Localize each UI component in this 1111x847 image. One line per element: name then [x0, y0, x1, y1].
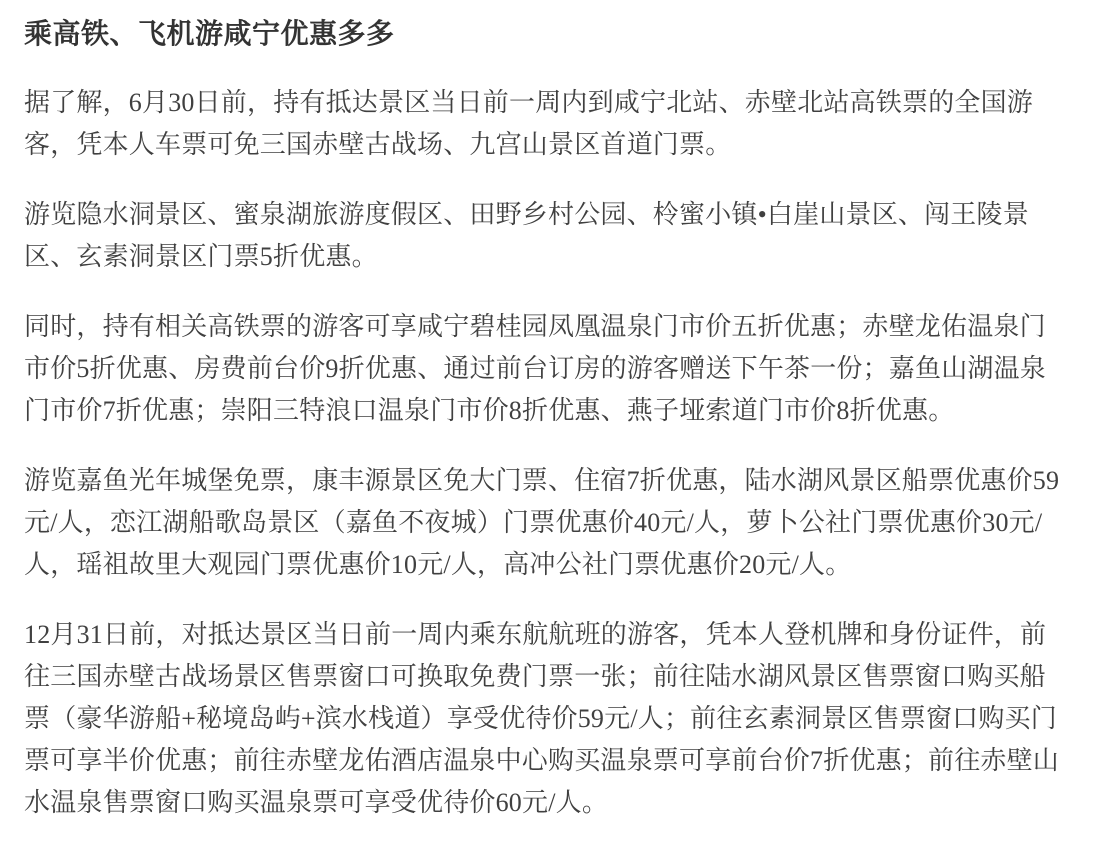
article-paragraph-3: 同时，持有相关高铁票的游客可享咸宁碧桂园凤凰温泉门市价五折优惠；赤壁龙佑温泉门市价5折优惠、房费前台价9折优惠、通过前台订房的游客赠送下午茶一份；嘉鱼山湖温泉门市价7折优惠；崇阳三特浪口温泉门市价8折优惠、燕子垭索道门市价8折优惠。: [24, 312, 1047, 425]
article-paragraph-5: 12月31日前，对抵达景区当日前一周内乘东航航班的游客，凭本人登机牌和身份证件，前往三国赤壁古战场景区售票窗口可换取免费门票一张；前往陆水湖风景区售票窗口购买船票（豪华游船+秘境岛屿+滨水栈道）享受优待价59元/人；前往玄素洞景区售票窗口购买门票可享半价优惠；前往赤壁龙佑酒店温泉中心购买温泉票可享前台价7折优惠；前往赤壁山水温泉售票窗口购买温泉票可享受优待价60元/人。: [24, 620, 1060, 817]
article-paragraph-2: 游览隐水洞景区、蜜泉湖旅游度假区、田野乡村公园、柃蜜小镇•白崖山景区、闯王陵景区、玄素洞景区门票5折优惠。: [24, 200, 1029, 271]
article-paragraph-4: 游览嘉鱼光年城堡免票，康丰源景区免大门票、住宿7折优惠，陆水湖风景区船票优惠价59元/人，恋江湖船歌岛景区（嘉鱼不夜城）门票优惠价40元/人，萝卜公社门票优惠价30元/人，瑶祖故里大观园门票优惠价10元/人，高冲公社门票优惠价20元/人。: [24, 466, 1060, 579]
article-title: 乘高铁、飞机游咸宁优惠多多: [24, 19, 395, 50]
article-paragraph-1: 据了解，6月30日前，持有抵达景区当日前一周内到咸宁北站、赤壁北站高铁票的全国游客，凭本人车票可免三国赤壁古战场、九宫山景区首道门票。: [24, 88, 1034, 159]
